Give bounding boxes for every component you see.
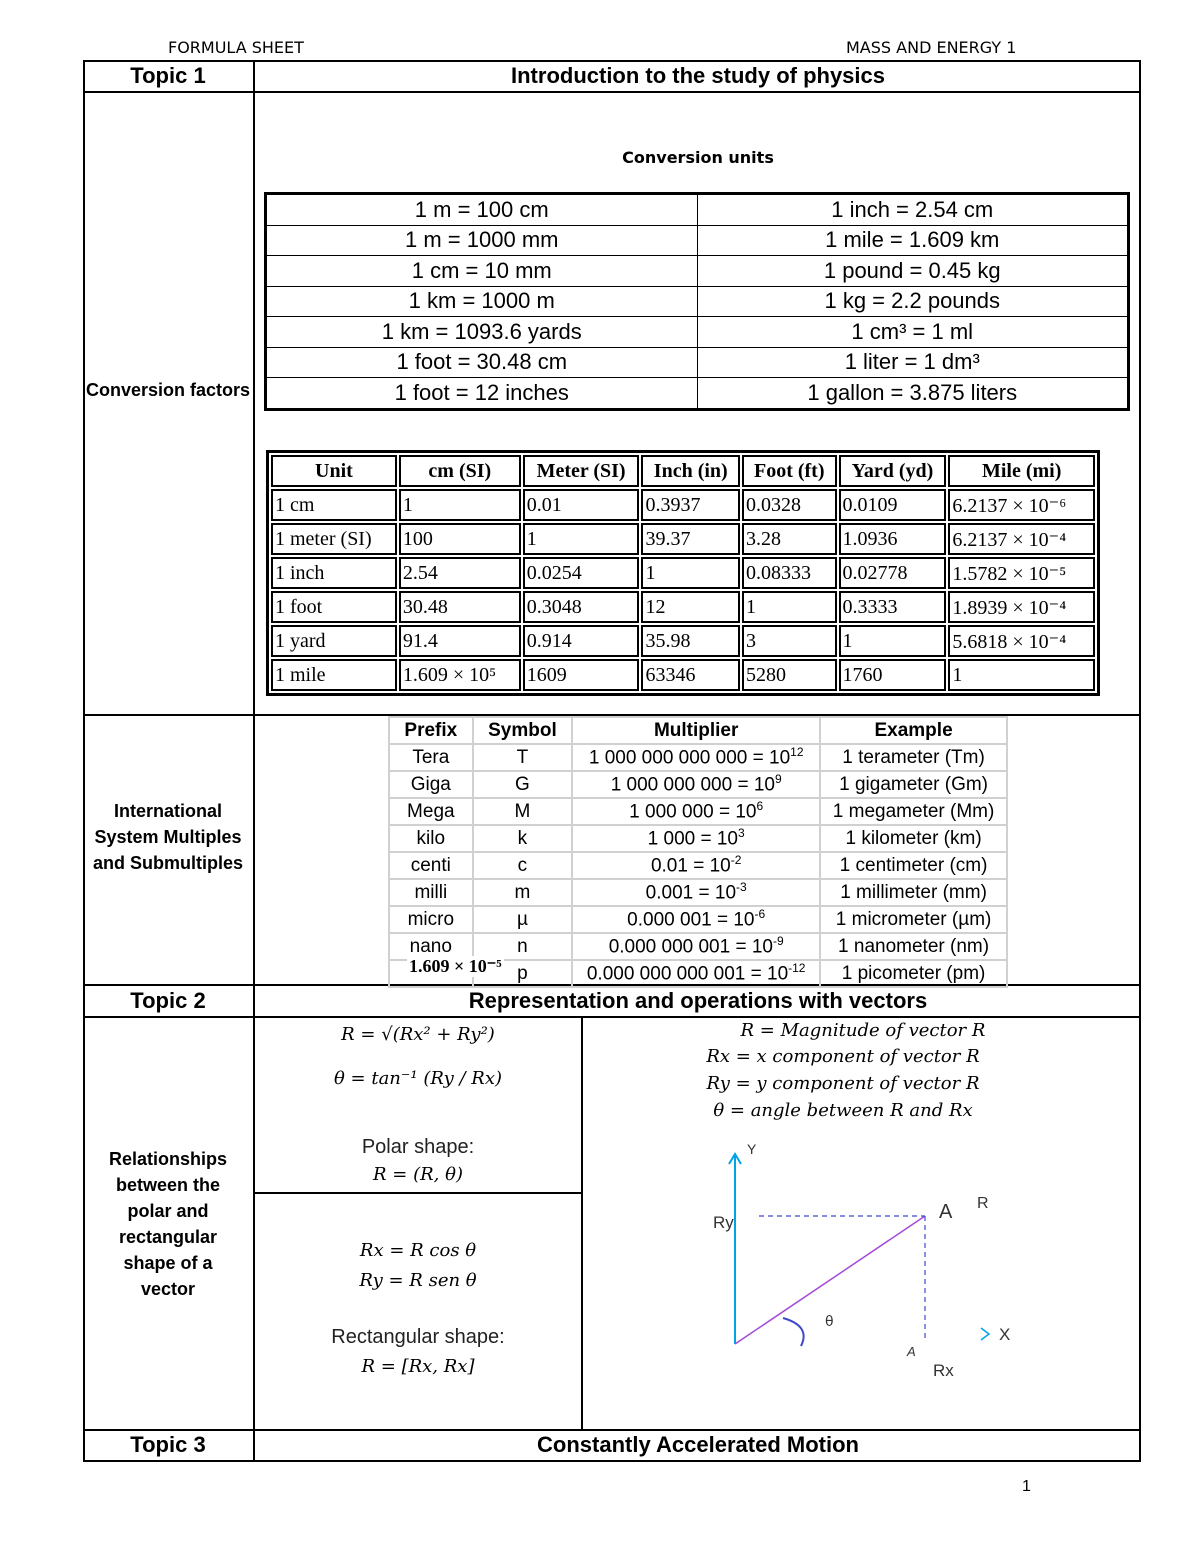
si-multiplier-exponent: 6 (756, 799, 764, 814)
topic2-title: Representation and operations with vectors (468, 988, 928, 1013)
unit-cell: 1 (742, 591, 836, 623)
unit-header: Mile (mi) (948, 455, 1095, 487)
si-multiplier-base: 1 000 000 000 000 = 10 (588, 747, 791, 769)
unit-header: cm (SI) (399, 455, 521, 487)
unit-row (271, 557, 1095, 589)
unit-cell: 3 (742, 625, 836, 657)
si-multiplier-base: 0.000 001 = 10 (627, 909, 755, 931)
conversion-cell: 1 cm³ = 1 ml (697, 317, 1129, 348)
si-example: 1 picometer (pm) (820, 960, 1007, 987)
si-multiplier (572, 798, 820, 825)
si-multiplier-exponent: 12 (790, 745, 804, 760)
rule (83, 60, 1141, 62)
angle-arc (783, 1318, 804, 1346)
si-multiplier (572, 933, 820, 960)
unit-cell: 1 mile (271, 659, 397, 691)
unit-cell: 30.48 (399, 591, 521, 623)
si-symbol: T (473, 744, 573, 771)
si-symbol: M (473, 798, 573, 825)
unit-cell: 1 (948, 659, 1095, 691)
si-multiplier-exponent: -2 (730, 853, 742, 868)
conversion-row (266, 378, 1129, 410)
si-row (389, 771, 1007, 798)
unit-cell: 1.0936 (839, 523, 947, 555)
conversion-cell: 1 foot = 12 inches (266, 378, 698, 410)
si-prefix-table (388, 716, 1008, 988)
si-multiplier (572, 906, 820, 933)
unit-cell: 2.54 (399, 557, 521, 589)
si-multiplier-base: 1 000 000 = 10 (629, 801, 757, 823)
si-symbol: c (473, 852, 573, 879)
rule (255, 1192, 583, 1194)
si-prefix: Giga (389, 771, 473, 798)
conversion-row (266, 286, 1129, 317)
overlay-value: 1.609 × 10⁻⁵ (409, 956, 502, 976)
si-multiplier-exponent: -3 (736, 880, 747, 895)
eq-rx: Rx = R cos θ (359, 1240, 477, 1261)
si-multiplier-exponent: 9 (774, 772, 782, 787)
unit-cell: 1.8939 × 10⁻⁴ (948, 591, 1095, 623)
si-multiplier-base: 0.001 = 10 (645, 882, 737, 904)
unit-row (271, 659, 1095, 691)
unit-cell: 0.01 (523, 489, 640, 521)
unit-cell: 0.0254 (523, 557, 640, 589)
si-row (389, 879, 1007, 906)
unit-cell: 5.6818 × 10⁻⁴ (948, 625, 1095, 657)
unit-cell: 1 cm (271, 489, 397, 521)
rule (83, 1429, 1141, 1431)
si-symbol: m (473, 879, 573, 906)
ry-label: Ry (713, 1213, 734, 1232)
rule (83, 91, 1141, 93)
conversion-cell: 1 gallon = 3.875 liters (697, 378, 1129, 410)
unit-cell: 91.4 (399, 625, 521, 657)
unit-cell: 1 yard (271, 625, 397, 657)
si-prefix: Mega (389, 798, 473, 825)
conversion-row (266, 347, 1129, 378)
unit-row (271, 625, 1095, 657)
topic3-title: Constantly Accelerated Motion (537, 1432, 859, 1457)
si-multiplier (572, 744, 820, 771)
legend-theta: θ = angle between R and Rx (713, 1100, 973, 1121)
si-example: 1 nanometer (nm) (820, 933, 1007, 960)
unit-cell: 1 (399, 489, 521, 521)
conversion-cell: 1 inch = 2.54 cm (697, 194, 1129, 226)
si-prefix: micro (389, 906, 473, 933)
unit-cell: 100 (399, 523, 521, 555)
unit-header: Yard (yd) (839, 455, 947, 487)
unit-cell: 35.98 (641, 625, 740, 657)
si-row (389, 798, 1007, 825)
si-multiplier-base: 0.000 000 000 001 = 10 (586, 963, 789, 985)
unit-cell: 1 (839, 625, 947, 657)
si-prefix: kilo (389, 825, 473, 852)
si-header: Multiplier (572, 717, 820, 744)
vector-diagram (683, 1130, 1083, 1420)
conversion-caption: Conversion units (622, 148, 774, 167)
unit-cell: 1 meter (SI) (271, 523, 397, 555)
unit-cell: 6.2137 × 10⁻⁴ (948, 523, 1095, 555)
conversion-cell: 1 m = 1000 mm (266, 225, 698, 256)
rule (581, 1016, 583, 1430)
si-row (389, 825, 1007, 852)
theta-label: θ (825, 1314, 834, 1330)
unit-cell: 0.914 (523, 625, 640, 657)
si-multiplier-base: 0.01 = 10 (650, 855, 731, 877)
topic3-label: Topic 3 (130, 1432, 206, 1457)
unit-table (266, 450, 1100, 696)
unit-cell: 1760 (839, 659, 947, 691)
si-multiplier-exponent: -12 (788, 961, 806, 976)
eq-magnitude: R = √(Rx² + Ry²) (341, 1024, 495, 1045)
si-multiplier-base: 0.000 000 001 = 10 (608, 936, 773, 958)
si-multiplier (572, 879, 820, 906)
conversion-table (264, 192, 1130, 411)
header-right: MASS AND ENERGY 1 (846, 38, 1017, 57)
si-example: 1 micrometer (µm) (820, 906, 1007, 933)
rule (83, 1016, 1141, 1018)
si-symbol: k (473, 825, 573, 852)
x-label: X (999, 1325, 1011, 1344)
si-multiplier-base: 1 000 = 10 (647, 828, 738, 850)
si-example: 1 millimeter (mm) (820, 879, 1007, 906)
unit-header: Inch (in) (641, 455, 740, 487)
si-multiplier (572, 825, 820, 852)
unit-cell: 5280 (742, 659, 836, 691)
conversion-cell: 1 liter = 1 dm³ (697, 347, 1129, 378)
si-symbol: G (473, 771, 573, 798)
conversion-cell: 1 mile = 1.609 km (697, 225, 1129, 256)
conversion-cell: 1 km = 1000 m (266, 286, 698, 317)
si-multiplier (572, 771, 820, 798)
conversion-row (266, 256, 1129, 287)
unit-header: Unit (271, 455, 397, 487)
si-example: 1 centimeter (cm) (820, 852, 1007, 879)
conversion-cell: 1 foot = 30.48 cm (266, 347, 698, 378)
unit-header: Foot (ft) (742, 455, 836, 487)
si-prefix: nano (389, 933, 473, 960)
polar-eq: R = (R, θ) (373, 1164, 463, 1185)
eq-ry: Ry = R sen θ (359, 1270, 477, 1291)
unit-cell: 1 foot (271, 591, 397, 623)
si-row (389, 852, 1007, 879)
unit-cell: 1.5782 × 10⁻⁵ (948, 557, 1095, 589)
topic1-label: Topic 1 (130, 63, 206, 88)
conversion-factors-label: Conversion factors (85, 380, 251, 400)
si-multiplier (572, 960, 820, 987)
rx-label: Rx (933, 1361, 954, 1380)
rect-eq: R = [Rx, Rx] (361, 1356, 475, 1377)
unit-cell: 0.3048 (523, 591, 640, 623)
x-arrow-icon (981, 1328, 989, 1340)
rule (1139, 60, 1141, 1462)
si-example: 1 gigameter (Gm) (820, 771, 1007, 798)
topic1-title: Introduction to the study of physics (511, 63, 885, 88)
unit-cell: 1.609 × 10⁵ (399, 659, 521, 691)
unit-row (271, 489, 1095, 521)
rect-label: Rectangular shape: (331, 1326, 505, 1348)
y-label: Y (747, 1141, 757, 1157)
si-label: International System Multiples and Submultiples (92, 801, 243, 873)
unit-cell: 12 (641, 591, 740, 623)
si-multiplier (572, 852, 820, 879)
unit-cell: 0.0328 (742, 489, 836, 521)
si-header: Prefix (389, 717, 473, 744)
unit-row (271, 591, 1095, 623)
topic2-label: Topic 2 (130, 988, 206, 1013)
si-header: Symbol (473, 717, 573, 744)
si-multiplier-exponent: -6 (754, 907, 766, 922)
unit-row (271, 523, 1095, 555)
conversion-cell: 1 pound = 0.45 kg (697, 256, 1129, 287)
unit-cell: 0.08333 (742, 557, 836, 589)
legend-magnitude: R = Magnitude of vector R (740, 1020, 986, 1041)
si-header: Example (820, 717, 1007, 744)
unit-cell: 1609 (523, 659, 640, 691)
foot-label: A (907, 1344, 916, 1359)
si-prefix: milli (389, 879, 473, 906)
r-label: R (977, 1195, 989, 1212)
si-example: 1 megameter (Mm) (820, 798, 1007, 825)
si-multiplier-exponent: -9 (772, 934, 784, 949)
eq-angle: θ = tan⁻¹ (Ry / Rx) (333, 1068, 503, 1089)
conversion-row (266, 317, 1129, 348)
unit-header: Meter (SI) (523, 455, 640, 487)
formula-frame (83, 60, 1141, 1462)
header-left: FORMULA SHEET (168, 38, 304, 57)
polar-label: Polar shape: (361, 1136, 475, 1158)
unit-cell: 1 (641, 557, 740, 589)
si-symbol: µ (473, 906, 573, 933)
unit-cell: 0.0109 (839, 489, 947, 521)
page-number: 1 (1022, 1478, 1031, 1495)
conversion-cell: 1 kg = 2.2 pounds (697, 286, 1129, 317)
legend-ry: Ry = y component of vector R (706, 1073, 980, 1094)
conversion-cell: 1 m = 100 cm (266, 194, 698, 226)
point-a-label: A (939, 1201, 953, 1223)
conversion-row (266, 194, 1129, 226)
conversion-cell: 1 cm = 10 mm (266, 256, 698, 287)
rule (83, 1460, 1141, 1462)
si-multiplier-exponent: 3 (738, 826, 745, 841)
unit-cell: 0.3937 (641, 489, 740, 521)
si-example: 1 kilometer (km) (820, 825, 1007, 852)
si-prefix: Tera (389, 744, 473, 771)
unit-cell: 39.37 (641, 523, 740, 555)
legend-rx: Rx = x component of vector R (706, 1046, 980, 1067)
unit-cell: 0.3333 (839, 591, 947, 623)
conversion-cell: 1 km = 1093.6 yards (266, 317, 698, 348)
unit-cell: 63346 (641, 659, 740, 691)
vector-side-label: Relationships between the polar and rectangular shape of a vector (108, 1149, 228, 1299)
si-prefix: centi (389, 852, 473, 879)
unit-cell: 0.02778 (839, 557, 947, 589)
unit-cell: 1 inch (271, 557, 397, 589)
si-example: 1 terameter (Tm) (820, 744, 1007, 771)
si-multiplier-base: 1 000 000 000 = 10 (610, 774, 775, 796)
si-symbol: n (473, 933, 573, 960)
unit-cell: 3.28 (742, 523, 836, 555)
si-row (389, 906, 1007, 933)
si-row (389, 744, 1007, 771)
unit-cell: 1 (523, 523, 640, 555)
unit-cell: 6.2137 × 10⁻⁶ (948, 489, 1095, 521)
si-symbol: p (473, 960, 573, 987)
conversion-row (266, 225, 1129, 256)
